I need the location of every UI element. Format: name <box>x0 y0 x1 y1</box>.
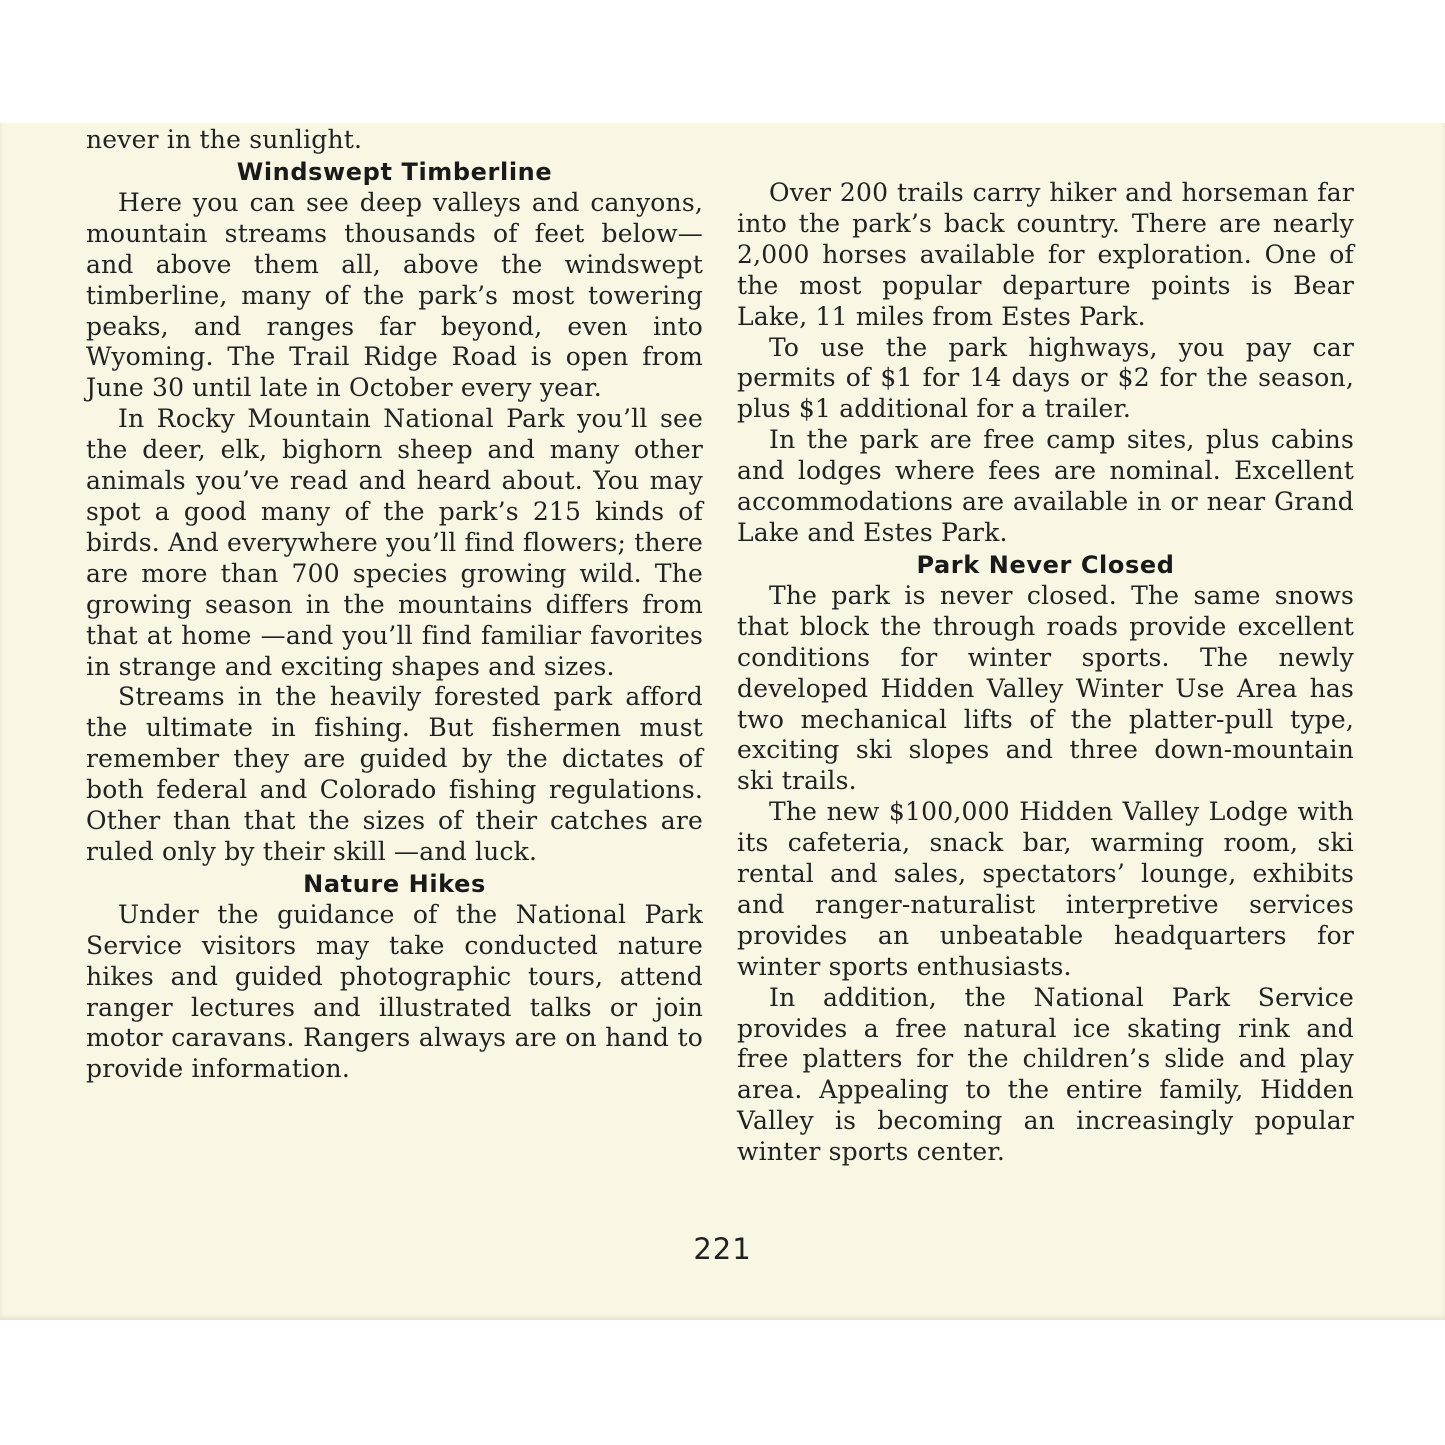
right-column <box>737 178 1354 1168</box>
paragraph-valleys: Here you can see deep valleys and canyons, mountain streams thousands of feet below—and above them all, above the windswept timberline, many of the park’s most towering peaks, and ranges far beyond, even into Wyoming. The Trail Ridge Road is open from June 30 until late in October every year. <box>86 187 703 403</box>
book-page <box>0 123 1445 1320</box>
paragraph-streams: Streams in the heavily forested park afford the ultimate in fishing. But fishermen must remember they are guided by the dictates of both federal and Colorado fishing regulations. Other than that the sizes of their catches are ruled only by their skill —and luck. <box>86 682 703 866</box>
heading-nature-hikes: Nature Hikes <box>303 869 486 898</box>
paragraph-guidance: Under the guidance of the National Park Service visitors may take conducted nature hikes and guided photographic tours, attend ranger lectures and illustrated talks or join motor caravans. Rangers always are on hand to provide information. <box>86 899 703 1084</box>
heading-park-never-closed: Park Never Closed <box>916 550 1175 579</box>
page-number: 221 <box>693 1232 752 1266</box>
paragraph-camps: In the park are free camp sites, plus cabins and lodges where fees are nominal. Excellent accommodations are available in or near Grand Lake and Estes Park. <box>737 425 1354 547</box>
opening-line: never in the sunlight. <box>86 125 363 154</box>
paragraph-lodge: The new $100,000 Hidden Valley Lodge with its cafeteria, snack bar, warming room, ski rental and sales, spectators’ lounge, exhibits and ranger-naturalist interpretive services provides an unbeatable headquarters for winter sports enthusiasts. <box>737 797 1354 981</box>
paragraph-permits: To use the park highways, you pay car permits of $1 for 14 days or $2 for the season, plus $1 additional for a trailer. <box>737 332 1354 424</box>
paragraph-trails: Over 200 trails carry hiker and horseman far into the park’s back country. There are nearly 2,000 horses available for exploration. One of the most popular departure points is Bear Lake, 11 miles from Estes Park. <box>737 178 1354 331</box>
heading-windswept-timberline: Windswept Timberline <box>236 157 553 186</box>
left-column <box>86 125 703 1085</box>
paragraph-wildlife: In Rocky Mountain National Park you’ll see the deer, elk, bighorn sheep and many other animals you’ve read and heard about. You may spot a good many of the park’s 215 kinds of birds. And everywhere you’ll find flowers; there are more than 700 species growing wild. The growing season in the mountains differs from that at home —and you’ll find familiar favorites in strange and exciting shapes and sizes. <box>86 404 703 681</box>
paragraph-addition: In addition, the National Park Service provides a free natural ice skating rink and free platters for the children’s slide and play area. Appealing to the entire family, Hidden Valley is becoming an increasingly popular winter sports center. <box>737 982 1354 1167</box>
paragraph-winter: The park is never closed. The same snows that block the through roads provide excellent conditions for winter sports. The newly developed Hidden Valley Winter Use Area has two mechanical lifts of the platter-pull type, exciting ski slopes and three down-mountain ski trails. <box>737 580 1354 796</box>
